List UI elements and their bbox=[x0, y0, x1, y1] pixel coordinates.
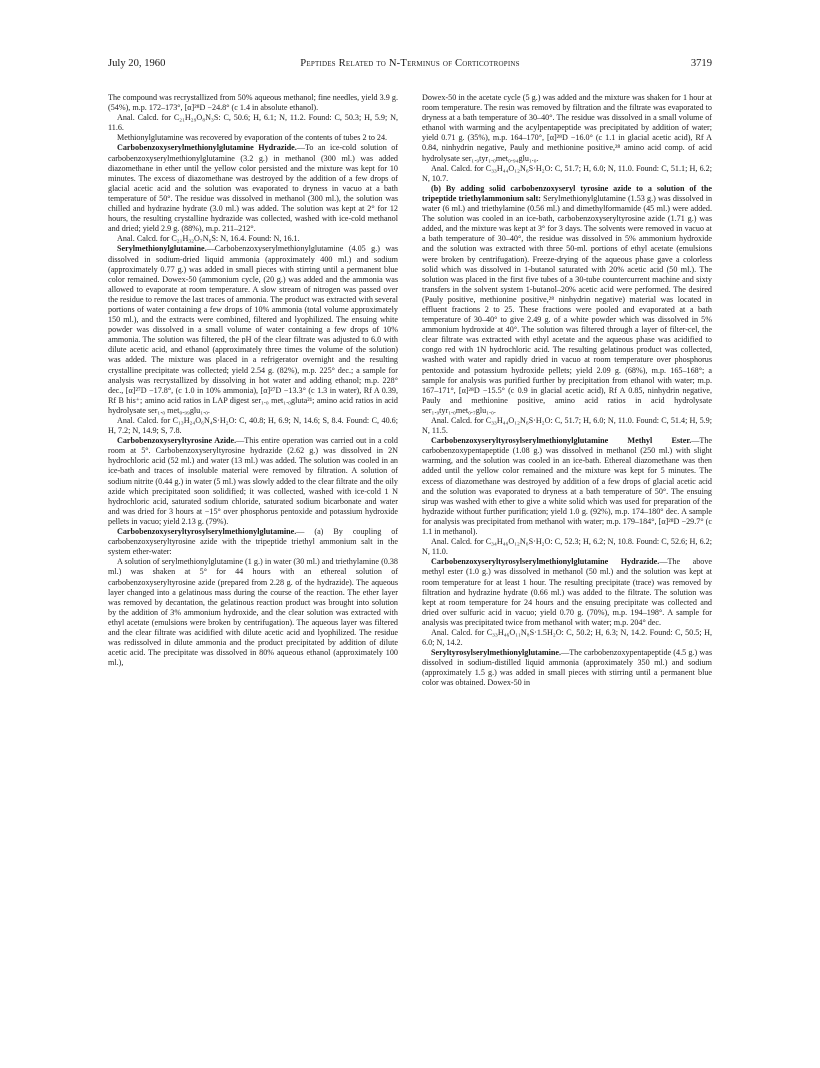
left-column bbox=[108, 93, 398, 1051]
paragraph-text: Anal. Calcd. for C₃₃H₄₄O₁₂N₆S·H₂O: C, 51.7; H, 6.0; N, 11.0. Found: C, 51.1; H, 6.2; N, 10.7. bbox=[422, 163, 712, 183]
paragraph-text: The compound was recrystallized from 50% aqueous methanol; fine needles, yield 3.9 g. (54%), m.p. 172–173°, [α]²⁸D −24.8° (c 1.4 in absolute ethanol). bbox=[108, 93, 398, 113]
section-heading: Serylmethionylglutamine. bbox=[117, 244, 207, 254]
paragraph-text: Anal. Calcd. for C₂₁H₃₂O₇N₆S: N, 16.4. Found: N, 16.1. bbox=[117, 234, 300, 244]
paragraph-text: Anal. Calcd. for C₁₃H₂₄O₆N₄S·H₂O: C, 40.8; H, 6.9; N, 14.6; S, 8.4. Found: C, 40.6; H, 7.2; N, 14.9; S, 7.8. bbox=[108, 416, 398, 436]
paragraph bbox=[108, 557, 398, 668]
paragraph bbox=[108, 527, 398, 557]
paragraph-text: —The carbobenzoxypentapeptide (1.08 g.) was dissolved in methanol (250 ml.) with slight warming, and the solution was cooled in an ice-bath. Ethereal diazomethane was then added until the yellow color remained and the mixture was kept for 5 minutes. The excess of diazomethane was destroyed by addition of a few drops of glacial acetic acid and the solution was evaporated to dryness at a bath temperature of 50°. The ensuing sirup was washed with ether to give a white solid which was used for preparation of the hydrazide without further purification; yield 1.0 g. (92%), m.p. 174–180° dec. A sample for analysis was precipitated from methanol with water; m.p. 179–184°, [α]²⁸D −29.7° (c 1.1 in methanol). bbox=[422, 436, 712, 537]
running-header bbox=[108, 57, 712, 71]
paragraph-text: Anal. Calcd. for C₃₃H₄₄O₁₂N₆S·H₂O: C, 51.7; H, 6.0; N, 11.0. Found: C, 51.4; H, 5.9; N, 11.5. bbox=[422, 416, 712, 436]
paragraph-text: —The above methyl ester (1.0 g.) was dissolved in methanol (50 ml.) and the solution was kept at room temperature for at least 1 hour. The resulting precipitate (trace) was removed by filtration and hydrazine hydrate (0.66 ml.) was added to the filtrate. The solution was kept at room temperature for 24 hours and the ensuing precipitate was collected and dried over sulfuric acid in vacuo; yield 0.70 g. (70%), m.p. 194–198°. A sample for analysis was precipitated twice from methanol with water; m.p. 204° dec. bbox=[422, 557, 712, 627]
paragraph bbox=[108, 234, 398, 244]
paragraph bbox=[108, 93, 398, 113]
section-heading: Carbobenzoxyseryltyrosylserylmethionylglutamine. bbox=[117, 527, 297, 537]
paragraph-text: —The carbobenzoxypentapeptide (4.5 g.) was dissolved in sodium-distilled liquid ammonia (approximately 350 ml.) and sodium (approximately 1.5 g.) was added in small pieces with stirring until a permanent blue color was obtained. Dowex-50 in bbox=[422, 648, 712, 688]
paragraph bbox=[422, 164, 712, 184]
paragraph bbox=[422, 184, 712, 416]
paragraph bbox=[108, 143, 398, 234]
paragraph-text: A solution of serylmethionylglutamine (1 g.) in water (30 ml.) and triethylamine (0.38 ml.) was shaken at 5° for 44 hours with an ethereal solution of carbobenzoxyseryltyrosine azide (prepared from 2.28 g. of the hydrazide). The aqueous layer changed into a gelatinous mass during the course of the reaction. The ether layer was removed by decantation, the gelatinous reaction product was brought into solution by the addition of 3% ammonium hydroxide, and the clear solution was extracted with ethyl acetate (emulsions were broken by centrifugation). The aqueous layer was filtered and the clear filtrate was acidified with dilute acetic acid and lyophilized. The residue was redissolved in dilute ammonia and the product precipitated by addition of dilute acetic acid. The precipitate was dissolved in 80% aqueous ethanol (approximately 100 ml.), bbox=[108, 557, 398, 668]
paragraph-text: Anal. Calcd. for C₃₃H₄₆O₁₁N₈S·1.5H₂O: C, 50.2; H, 6.3; N, 14.2. Found: C, 50.5; H, 6.0; N, 14.2. bbox=[422, 627, 712, 648]
section-heading: Carbobenzoxyseryltyrosylserylmethionylglutamine Hydrazide. bbox=[431, 557, 660, 567]
section-heading: Seryltyrosylserylmethionylglutamine. bbox=[431, 648, 562, 658]
paragraph bbox=[422, 628, 712, 648]
paragraph bbox=[422, 416, 712, 436]
paragraph-text: Dowex-50 in the acetate cycle (5 g.) was added and the mixture was shaken for 1 hour at room temperature. The resin was removed by filtration and the filtrate was evaporated to dryness at a bath temperature of 30–40°. The residue was dissolved in a small volume of ethanol with warming and the acylpentapeptide was precipitated by addition of water; yield 0.71 g. (35%), m.p. 164–170°, [α]²⁸D −16.0° (c 1.1 in glacial acetic acid), Rf A 0.84, ninhydrin negative, Pauly and methionine positive,²⁸ amino acid comp. of acid hydrolysate ser₁.₉tyr₁.₀met₀.₉₄glu₁.₀. bbox=[422, 93, 712, 163]
paragraph bbox=[422, 557, 712, 628]
paragraph bbox=[422, 537, 712, 557]
paragraph-text: Serylmethionylglutamine (1.53 g.) was dissolved in water (6 ml.) and triethylamine (0.56 ml.) and dimethylformamide (45 ml.) were added. The solution was cooled in an ice-bath, carbobenzoxyseryltyrosine azide (1.71 g.) was added, and the mixture was kept at 3° for 3 days. The solvents were removed in vacuo at a bath temperature of 30–40°, the residue was dissolved in 5% ammonium hydroxide and the solution was extracted with three 50-ml. portions of ethyl acetate (emulsions were broken by centrifugation). Freeze-drying of the aqueous phase gave a colorless solid which was dissolved in 1-butanol saturated with 20% acetic acid (50 ml.). The solution was placed in the first five tubes of a 30-tube countercurrent machine and sixty transfers in the solvent system 1-butanol–20% acetic acid were performed. The desired (Pauly positive, methionine positive,²⁸ ninhydrin negative) material was located in effluent fractions 2 to 25. These fractions were pooled and evaporated at a bath temperature of 30–40° to give 2.49 g. of a white powder which was dissolved in 5% ammonium hydroxide at 40°. The solution was filtered through a layer of filter-cel, the clear filtrate was extracted with ethyl acetate and the aqueous phase was acidified to congo red with 1N hydrochloric acid. The resulting gelatinous product was collected, washed with water and rapidly dried in vacuo at room temperature over phosphorus pentoxide and potassium hydroxide pellets; yield 2.09 g. (68%), m.p. 165–168°; a sample for analysis was purified further by precipitation from ethanol with water; m.p. 167–171°, [α]²⁸D −15.5° (c 0.9 in glacial acetic acid), Rf A 0.85, ninhydrin negative, Pauly and methionine positive, amino acid ratios in acid hydrolysate ser₁.₉tyr₁.₀met₀.₇glu₁.₀. bbox=[422, 193, 712, 415]
paragraph bbox=[422, 648, 712, 688]
paragraph-text: — (a) By coupling of carbobenzoxyseryltyrosine azide with the tripeptide triethyl ammonium salt in the system ether-water: bbox=[108, 527, 398, 557]
paragraph bbox=[422, 436, 712, 537]
section-heading: Carbobenzoxyseryltyrosylserylmethionylglutamine Methyl Ester. bbox=[431, 436, 692, 446]
issue-date: July 20, 1960 bbox=[108, 58, 166, 69]
section-heading: Carbobenzoxyserylmethionylglutamine Hydrazide. bbox=[117, 143, 297, 153]
page-number: 3719 bbox=[690, 58, 712, 69]
right-column bbox=[422, 93, 712, 1051]
paragraph-text: —To an ice-cold solution of carbobenzoxyserylmethionylglutamine (3.2 g.) in methanol (300 ml.) was added diazomethane in ether until the yellow color persisted and the mixture was kept for 10 minutes. The excess of diazomethane was destroyed by the addition of a few drops of glacial acetic acid and the solution was evaporated to dryness in vacuo at a bath temperature of 50°. The residue was dissolved in methanol (300 ml.), the solution was chilled and hydrazine hydrate (3.0 ml.) was added. The solution was kept at 2° for 12 hours, the resulting crystalline hydrazide was collected, washed with ice-cold methanol and dried; yield 2.9 g. (88%), m.p. 211–212°. bbox=[108, 143, 398, 234]
paragraph bbox=[108, 113, 398, 133]
paragraph-text: Methionylglutamine was recovered by evaporation of the contents of tubes 2 to 24. bbox=[117, 133, 388, 143]
section-heading: Carbobenzoxyseryltyrosine Azide. bbox=[117, 436, 237, 446]
paragraph bbox=[108, 436, 398, 527]
paragraph bbox=[108, 244, 398, 416]
section-heading: (b) By adding solid carbobenzoxyseryl tyrosine azide to a solution of the tripeptide triethylammonium salt: bbox=[422, 183, 712, 203]
paragraph-text: —Carbobenzoxyserylmethionylglutamine (4.05 g.) was dissolved in sodium-dried liquid ammonia (approximately 400 ml.) and sodium (approximately 0.77 g.) was added in small pieces with stirring until a permanent blue color remained. Dowex-50 (ammonium cycle, (20 g.) was added and the ammonia was allowed to evaporate at room temperature. A slow stream of nitrogen was passed over the residue to remove the last traces of ammonia. The product was extracted with several portions of water containing a few drops of 10% ammonia (total volume approximately 150 ml.), and the extracts were combined, filtered and lyophilized. The ensuing white powder was dissolved in a small volume of water containing a few drops of 10% ammonia. The solution was filtered, the pH of the clear filtrate was adjusted to 6.0 with dilute acetic acid, and ethanol (approximately three times the volume of the solution) was added. The mixture was placed in a refrigerator overnight and the resulting crystalline precipitate was collected; yield 2.54 g. (82%), m.p. 225° dec.; a sample for analysis was recrystallized by dissolving in hot water and adding ethanol; m.p. 228° dec., [α]²⁷D −17.8°, (c 1.0 in 10% ammonia), [α]²⁷D −13.3° (c 1.3 in water), Rf A 0.39, Rf B his⁺; amino acid ratios in LAP digest ser₁.₀ met₁.₀gluta²¹; amino acid ratios in acid hydrolysate ser₁.₀ met₀.₉₉glu₁.₀. bbox=[108, 244, 398, 415]
paragraph-text: Anal. Calcd. for C₃₄H₄₆O₁₂N₆S·H₂O: C, 52.3; H, 6.2; N, 10.8. Found: C, 52.6; H, 6.2; N, 11.0. bbox=[422, 537, 712, 557]
paragraph-text: Anal. Calcd. for C₂₁H₂₉O₈N₃S: C, 50.6; H, 6.1; N, 11.2. Found: C, 50.3; H, 5.9; N, 11.6. bbox=[108, 113, 398, 133]
paragraph-text: —This entire operation was carried out in a cold room at 5°. Carbobenzoxyseryltyrosine hydrazide (2.62 g.) was dissolved in 2N hydrochloric acid (52 ml.) and water (13 ml.) was added. The solution was cooled in an ice-bath and traces of insoluble material were removed by filtration. A solution of sodium nitrite (0.44 g.) in water (5 ml.) was slowly added to the clear filtrate and the oily azide which precipitated soon solidified; it was collected, washed with ice-cold 1 N hydrochloric acid, saturated sodium chloride, saturated sodium bicarbonate and water and was dried for 3 hours at −15° over phosphorus pentoxide and potassium hydroxide pellets in vacuo; yield 2.13 g. (79%). bbox=[108, 436, 398, 526]
paragraph bbox=[422, 93, 712, 164]
paragraph bbox=[108, 416, 398, 436]
running-title: Peptides Related to N-Terminus of Corticotropins bbox=[300, 58, 520, 69]
paragraph bbox=[108, 133, 398, 143]
